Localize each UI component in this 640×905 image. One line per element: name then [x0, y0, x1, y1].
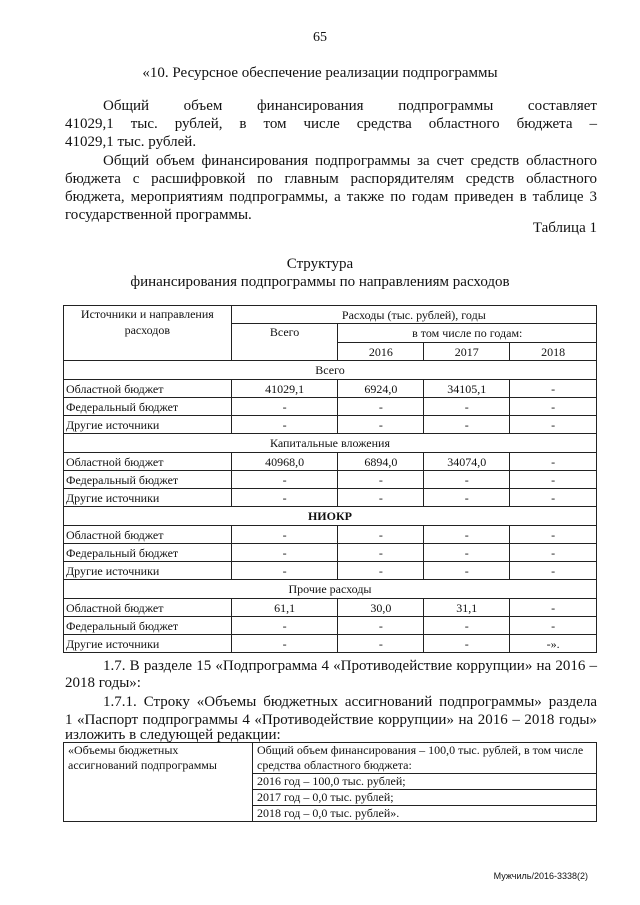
budget-row-value	[253, 743, 597, 822]
table-row	[64, 599, 597, 617]
cell-2017: -	[424, 562, 510, 580]
row-label: Другие источники	[64, 489, 232, 507]
cell-2017: -	[424, 526, 510, 544]
cell-2018: -	[510, 380, 597, 398]
header-year-2017: 2017	[424, 343, 510, 361]
paragraph-3-line-1: 1.7. В разделе 15 «Подпрограмма 4 «Противодействие коррупции» на 2016 –	[103, 658, 597, 674]
paragraph-3-line-2: 2018 годы»:	[65, 675, 141, 691]
paragraph-4-line-3: изложить в следующей редакции:	[65, 727, 281, 743]
table-subtitle: финансирования подпрограммы по направлениям расходов	[130, 274, 510, 290]
row-label: Федеральный бюджет	[64, 398, 232, 416]
cell-2018: -	[510, 471, 597, 489]
table-row	[64, 562, 597, 580]
row-label: Областной бюджет	[64, 380, 232, 398]
cell-total: 40968,0	[231, 453, 338, 471]
row-label: Федеральный бюджет	[64, 544, 232, 562]
paragraph-2: Общий объем финансирования подпрограммы за счет средств областного бюджета с расшифровкой по главным распорядителям средств областного бюджета, мероприятиям подпрограммы, а также по годам приведен в таблице 3 государственной программы.	[65, 153, 597, 223]
paragraph-1-line-1: Общий объем финансирования подпрограммы составляет	[103, 98, 597, 114]
budget-table	[63, 742, 597, 822]
section-header: НИОКР	[64, 507, 597, 526]
section-header: Прочие расходы	[64, 580, 597, 599]
cell-2017: -	[424, 398, 510, 416]
table-row	[64, 380, 597, 398]
paragraph-4-line-2: 1 «Паспорт подпрограммы 4 «Противодействие коррупции» на 2016 – 2018 годы»	[65, 712, 597, 728]
header-by-years: в том числе по годам:	[338, 324, 597, 343]
section-header: Капитальные вложения	[64, 434, 597, 453]
paragraph-1-line-2: 41029,1 тыс. рублей, в том числе средства областного бюджета –	[65, 116, 597, 132]
cell-2018: -	[510, 398, 597, 416]
table-row	[64, 635, 597, 653]
section-heading: «10. Ресурсное обеспечение реализации подпрограммы	[142, 65, 498, 81]
header-expenses: Расходы (тыс. рублей), годы	[231, 306, 596, 324]
budget-2018-line: 2018 год – 0,0 тыс. рублей».	[253, 805, 596, 821]
header-total: Всего	[231, 324, 338, 361]
cell-2018: -».	[510, 635, 597, 653]
cell-2016: -	[338, 489, 424, 507]
cell-2017: -	[424, 471, 510, 489]
cell-total: -	[231, 526, 338, 544]
cell-total: 61,1	[231, 599, 338, 617]
cell-2016: -	[338, 562, 424, 580]
table-row	[64, 471, 597, 489]
table-row	[64, 526, 597, 544]
header-year-2018: 2018	[510, 343, 597, 361]
cell-2017: -	[424, 489, 510, 507]
cell-2018: -	[510, 453, 597, 471]
paragraph-4-line-1: 1.7.1. Строку «Объемы бюджетных ассигнований подпрограммы» раздела	[103, 694, 597, 710]
cell-2017: -	[424, 617, 510, 635]
cell-2016: 6894,0	[338, 453, 424, 471]
budget-2017-line: 2017 год – 0,0 тыс. рублей;	[253, 789, 596, 805]
cell-2018: -	[510, 416, 597, 434]
cell-2018: -	[510, 599, 597, 617]
row-label: Федеральный бюджет	[64, 471, 232, 489]
cell-2016: -	[338, 635, 424, 653]
cell-total: 41029,1	[231, 380, 338, 398]
row-label: Другие источники	[64, 416, 232, 434]
document-footer: Мужчиль/2016-3338(2)	[493, 871, 588, 881]
cell-2016: 30,0	[338, 599, 424, 617]
table-row	[64, 398, 597, 416]
header-sources: Источники и направления расходов	[64, 306, 232, 361]
cell-2016: -	[338, 544, 424, 562]
cell-2018: -	[510, 544, 597, 562]
page-number: 65	[313, 30, 327, 45]
cell-2018: -	[510, 489, 597, 507]
cell-2017: 34105,1	[424, 380, 510, 398]
cell-2017: 34074,0	[424, 453, 510, 471]
cell-total: -	[231, 489, 338, 507]
section-header: Всего	[64, 361, 597, 380]
cell-2017: -	[424, 635, 510, 653]
cell-2017: 31,1	[424, 599, 510, 617]
cell-2017: -	[424, 544, 510, 562]
table-row	[64, 544, 597, 562]
table-row	[64, 416, 597, 434]
cell-2018: -	[510, 617, 597, 635]
cell-2018: -	[510, 526, 597, 544]
cell-2017: -	[424, 416, 510, 434]
paragraph-1-line-3: 41029,1 тыс. рублей.	[65, 134, 197, 150]
cell-total: -	[231, 544, 338, 562]
cell-total: -	[231, 471, 338, 489]
budget-total-line: Общий объем финансирования – 100,0 тыс. рублей, в том числе средства областного бюджета:	[257, 743, 584, 772]
cell-total: -	[231, 416, 338, 434]
budget-2016-line: 2016 год – 100,0 тыс. рублей;	[253, 773, 596, 789]
cell-total: -	[231, 635, 338, 653]
cell-2016: -	[338, 526, 424, 544]
table-row	[64, 489, 597, 507]
cell-2016: -	[338, 416, 424, 434]
row-label: Областной бюджет	[64, 599, 232, 617]
cell-total: -	[231, 562, 338, 580]
table-row	[64, 617, 597, 635]
cell-2018: -	[510, 562, 597, 580]
cell-2016: -	[338, 617, 424, 635]
row-label: Областной бюджет	[64, 526, 232, 544]
row-label: Федеральный бюджет	[64, 617, 232, 635]
budget-row-label: «Объемы бюджетных ассигнований подпрограммы	[64, 743, 253, 822]
cell-2016: -	[338, 471, 424, 489]
row-label: Другие источники	[64, 635, 232, 653]
row-label: Областной бюджет	[64, 453, 232, 471]
cell-total: -	[231, 617, 338, 635]
financing-table	[63, 305, 597, 653]
row-label: Другие источники	[64, 562, 232, 580]
table-label: Таблица 1	[532, 220, 597, 236]
cell-2016: 6924,0	[338, 380, 424, 398]
table-title: Структура	[286, 256, 354, 272]
cell-total: -	[231, 398, 338, 416]
header-year-2016: 2016	[338, 343, 424, 361]
table-row	[64, 453, 597, 471]
cell-2016: -	[338, 398, 424, 416]
